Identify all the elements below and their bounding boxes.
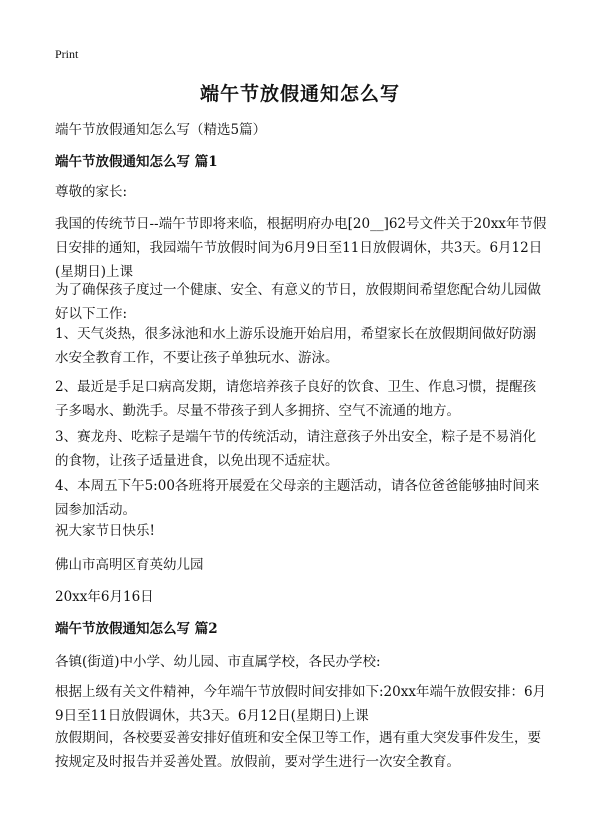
print-label: Print bbox=[55, 47, 79, 61]
section-1-item: 3、赛龙舟、吃粽子是端午节的传统活动，请注意孩子外出安全，粽子是不易消化的食物，让孩子适量进食，以免出现不适症状。 bbox=[55, 429, 537, 469]
document-subtitle: 端午节放假通知怎么写（精选5篇） bbox=[55, 122, 267, 138]
section-1-item: 1、天气炎热，很多泳池和水上游乐设施开始启用，希望家长在放假期间做好防溺水安全教育工作，不要让孩子单独玩水、游泳。 bbox=[55, 326, 537, 366]
section-1-item: 2、最近是手足口病高发期，请您培养孩子良好的饮食、卫生、作息习惯，提醒孩子多喝水、勤洗手。尽量不带孩子到人多拥挤、空气不流通的地方。 bbox=[55, 379, 537, 419]
section-1-heading: 端午节放假通知怎么写 篇1 bbox=[55, 154, 218, 170]
section-2-salutation: 各镇(街道)中小学、幼儿园、市直属学校，各民办学校: bbox=[55, 654, 381, 670]
section-2-heading: 端午节放假通知怎么写 篇2 bbox=[55, 621, 218, 637]
section-2-paragraph: 放假期间，各校要妥善安排好值班和安全保卫等工作，遇有重大突发事件发生，要按规定及时报告并妥善处置。放假前，要对学生进行一次安全教育。 bbox=[55, 730, 541, 770]
section-1-date: 20xx年6月16日 bbox=[55, 589, 154, 605]
document-title: 端午节放假通知怎么写 bbox=[199, 83, 400, 105]
section-1-paragraph: 我国的传统节日--端午节即将来临，根据明府办电[20__]62号文件关于20xx年节假日安排的通知，我园端午节放假时间为6月9日至11日放假调休，共3天。6月12日(星期日)上课 bbox=[55, 216, 547, 280]
section-1-paragraph: 为了确保孩子度过一个健康、安全、有意义的节日，放假期间希望您配合幼儿园做好以下工作: bbox=[55, 282, 541, 322]
section-2-paragraph: 根据上级有关文件精神，今年端午节放假时间安排如下:20xx年端午放假安排：6月9日至11日放假调休，共3天。6月12日(星期日)上课 bbox=[55, 684, 547, 724]
section-1-salutation: 尊敬的家长: bbox=[55, 184, 128, 200]
section-1-closing: 祝大家节日快乐! bbox=[55, 523, 155, 539]
section-1-item: 4、本周五下午5:00各班将开展爱在父母亲的主题活动，请各位爸爸能够抽时间来园参加活动。 bbox=[55, 478, 540, 518]
section-1-signature: 佛山市高明区育英幼儿园 bbox=[55, 557, 204, 573]
